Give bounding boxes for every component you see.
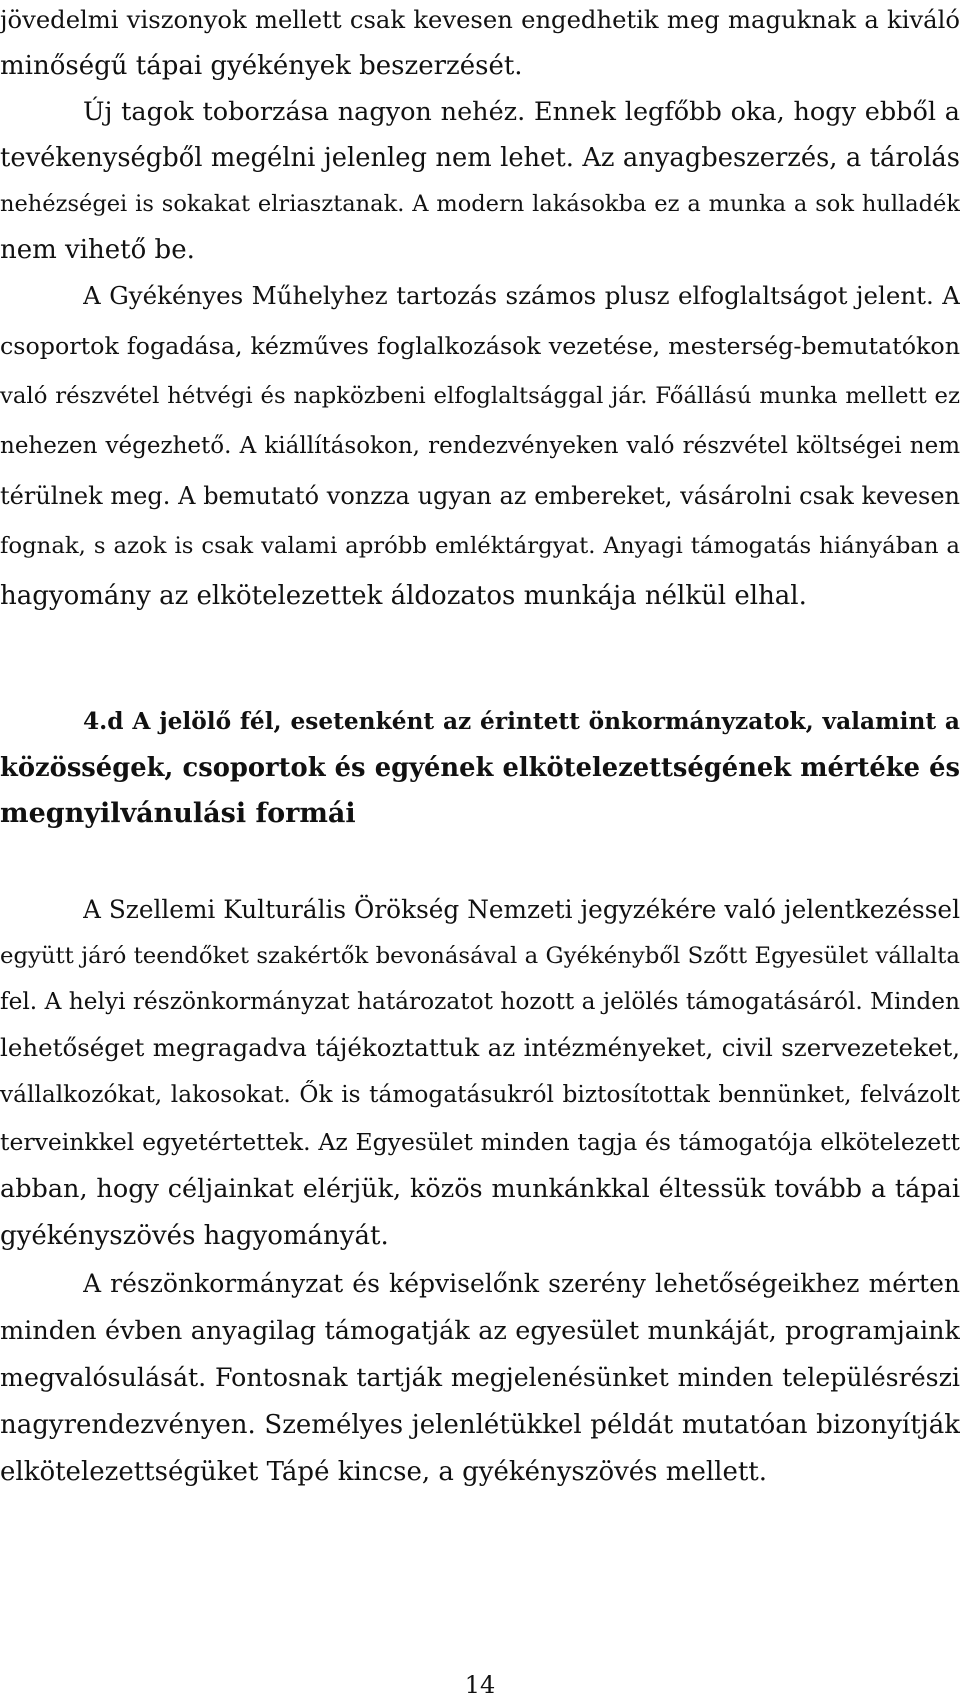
- paragraph-4-line-5: vállalkozókat, lakosokat. Ők is támogatásukról biztosítottak bennünket, felvázolt: [0, 1081, 960, 1108]
- paragraph-3-line-7: hagyomány az elkötelezettek áldozatos munkája nélkül elhal.: [0, 581, 807, 611]
- paragraph-5-line-2: minden évben anyagilag támogatják az egyesület munkáját, programjaink: [0, 1316, 960, 1346]
- paragraph-1-line-1: jövedelmi viszonyok mellett csak kevesen engedhetik meg maguknak a kiváló: [0, 5, 960, 34]
- paragraph-4-line-4: lehetőséget megragadva tájékoztattuk az intézményeket, civil szervezeteket,: [0, 1033, 960, 1062]
- paragraph-2-line-4: nem vihető be.: [0, 235, 195, 265]
- paragraph-3-line-6: fognak, s azok is csak valami apróbb emléktárgyat. Anyagi támogatás hiányában a: [0, 533, 960, 559]
- section-heading-line-1: 4.d A jelölő fél, esetenként az érintett önkormányzatok, valamint a: [83, 708, 960, 735]
- paragraph-3-line-2: csoportok fogadása, kézműves foglalkozások vezetése, mesterség-bemutatókon: [0, 332, 960, 360]
- paragraph-4-line-1: A Szellemi Kulturális Örökség Nemzeti jegyzékére való jelentkezéssel: [83, 895, 960, 924]
- section-heading-line-3: megnyilvánulási formái: [0, 798, 356, 829]
- paragraph-2-line-2: tevékenységből megélni jelenleg nem lehet. Az anyagbeszerzés, a tárolás: [0, 143, 960, 173]
- paragraph-1-line-2: minőségű tápai gyékények beszerzését.: [0, 51, 523, 81]
- paragraph-5-line-4: nagyrendezvényen. Személyes jelenlétükkel példát mutatóan bizonyítják: [0, 1410, 960, 1440]
- paragraph-4-line-3: fel. A helyi részönkormányzat határozatot hozott a jelölés támogatásáról. Minden: [0, 988, 960, 1015]
- paragraph-5-line-5: elkötelezettségüket Tápé kincse, a gyékényszövés mellett.: [0, 1457, 768, 1487]
- page-number: 14: [464, 1671, 496, 1699]
- paragraph-5-line-3: megvalósulását. Fontosnak tartják megjelenésünket minden településrészi: [0, 1363, 960, 1392]
- paragraph-2-line-1: Új tagok toborzása nagyon nehéz. Ennek legfőbb oka, hogy ebből a: [83, 97, 960, 127]
- section-heading-line-2: közösségek, csoportok és egyének elkötelezettségének mértéke és: [0, 753, 960, 783]
- paragraph-3-line-5: térülnek meg. A bemutató vonzza ugyan az embereket, vásárolni csak kevesen: [0, 482, 960, 510]
- paragraph-3-line-4: nehezen végezhető. A kiállításokon, rendezvényeken való részvétel költségei nem: [0, 433, 960, 459]
- paragraph-4-line-7: abban, hogy céljainkat elérjük, közös munkánkkal éltessük tovább a tápai: [0, 1174, 960, 1204]
- paragraph-5-line-1: A részönkormányzat és képviselőnk szerény lehetőségeikhez mérten: [83, 1269, 960, 1298]
- paragraph-4-line-8: gyékényszövés hagyományát.: [0, 1221, 389, 1251]
- paragraph-4-line-6: terveinkkel egyetértettek. Az Egyesület minden tagja és támogatója elkötelezett: [0, 1128, 960, 1156]
- paragraph-2-line-3: nehézségei is sokakat elriasztanak. A modern lakásokba ez a munka a sok hulladék: [0, 191, 960, 217]
- paragraph-3-line-1: A Gyékényes Műhelyhez tartozás számos plusz elfoglaltságot jelent. A: [83, 281, 960, 310]
- paragraph-3-line-3: való részvétel hétvégi és napközbeni elfoglaltsággal jár. Főállású munka mellett ez: [0, 383, 960, 409]
- paragraph-4-line-2: együtt járó teendőket szakértők bevonásával a Gyékényből Szőtt Egyesület vállalta: [0, 943, 960, 969]
